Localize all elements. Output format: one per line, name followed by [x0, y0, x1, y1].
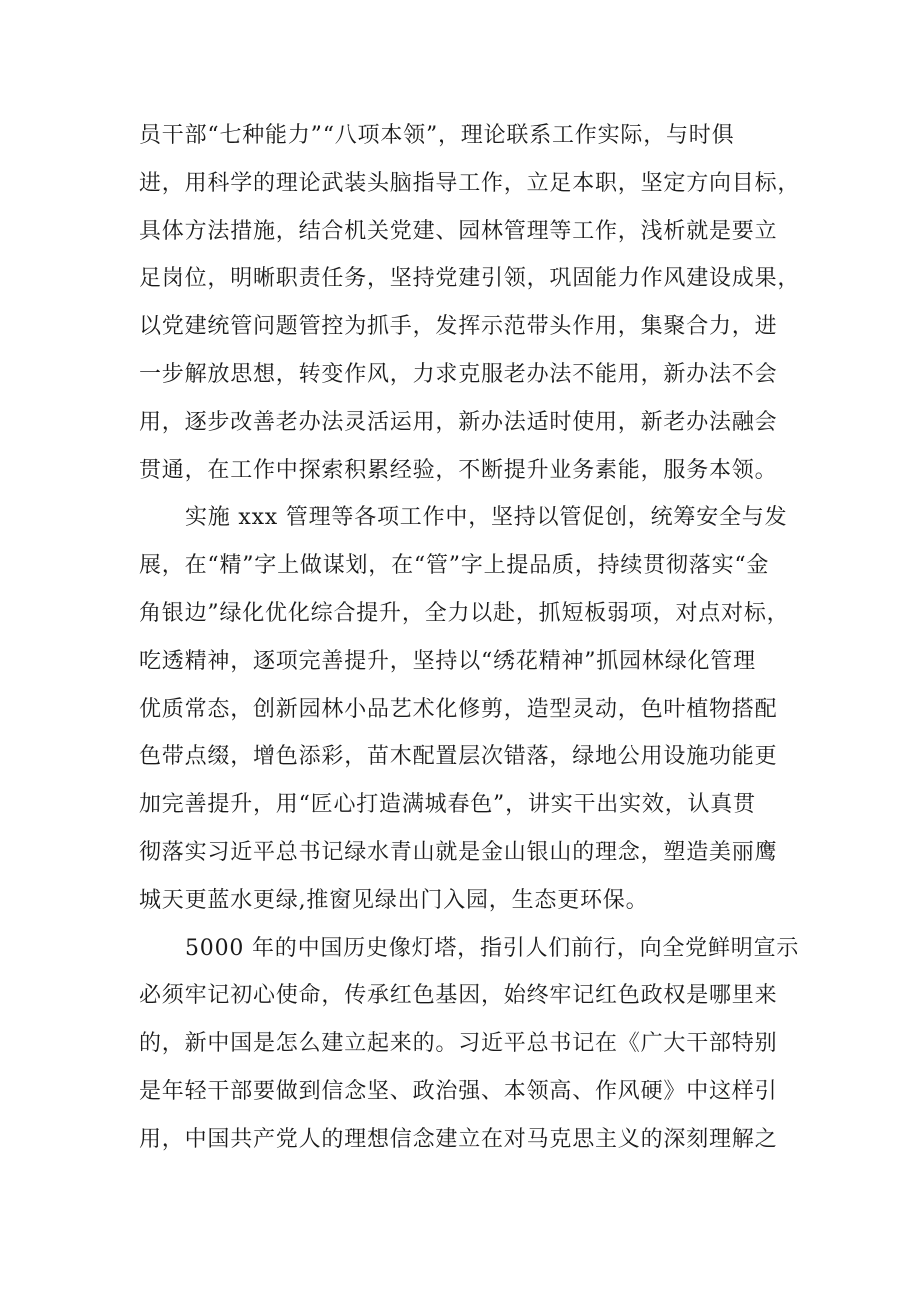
- paragraph-3: [139, 925, 799, 1164]
- text-line: 5000 年的中国历史像灯塔，指引人们前行，向全党鲜明宣示: [185, 935, 800, 961]
- text-line: 展，在“精”字上做谋划，在“管”字上提品质，持续贯彻落实“金: [139, 553, 770, 579]
- text-line: 色带点缀，增色添彩，苗木配置层次错落，绿地公用设施功能更: [139, 744, 778, 770]
- text-line: 具体方法措施，结合机关党建、园林管理等工作，浅析就是要立: [139, 218, 778, 244]
- text-line: 以党建统管问题管控为抓手，发挥示范带头作用，集聚合力，进: [139, 314, 778, 340]
- document-body: [139, 112, 799, 1164]
- text-line: 角银边”绿化优化综合提升，全力以赴，抓短板弱项，对点对标，: [139, 600, 790, 626]
- text-line: 一步解放思想，转变作风，力求克服老办法不能用，新办法不会: [139, 361, 778, 387]
- text-line: 员干部“七种能力”“八项本领”，理论联系工作实际，与时俱: [139, 123, 735, 148]
- text-line: 加完善提升，用“匠心打造满城春色”，讲实干出实效，认真贯: [139, 792, 756, 818]
- text-line: 彻落实习近平总书记绿水青山就是金山银山的理念，塑造美丽鹰: [139, 839, 778, 865]
- paragraph-1: [139, 112, 799, 494]
- text-line: 必须牢记初心使命，传承红色基因，始终牢记红色政权是哪里来: [139, 983, 778, 1009]
- text-line: 优质常态，创新园林小品艺术化修剪，造型灵动，色叶植物搭配: [139, 696, 778, 722]
- text-line: 吃透精神，逐项完善提升，坚持以“绣花精神”抓园林绿化管理: [139, 648, 756, 674]
- paragraph-2: [139, 494, 799, 924]
- text-line: 城天更蓝水更绿,推窗见绿出门入园，生态更环保。: [139, 887, 649, 913]
- text-line: 进，用科学的理论武装头脑指导工作，立足本职，坚定方向目标，: [139, 170, 801, 196]
- text-line: 足岗位，明晰职责任务，坚持党建引领，巩固能力作风建设成果，: [139, 266, 801, 292]
- text-line: 用，逐步改善老办法灵活运用，新办法适时使用，新老办法融会: [139, 409, 778, 435]
- text-line: 是年轻干部要做到信念坚、政治强、本领高、作风硬》中这样引: [139, 1078, 778, 1104]
- text-line: 实施 xxx 管理等各项工作中，坚持以管促创，统筹安全与发: [185, 505, 788, 531]
- text-line: 用，中国共产党人的理想信念建立在对马克思主义的深刻理解之: [139, 1126, 778, 1152]
- text-line: 贯通，在工作中探索积累经验，不断提升业务素能，服务本领。: [139, 457, 778, 483]
- text-line: 的，新中国是怎么建立起来的。习近平总书记在《广大干部特别: [139, 1031, 778, 1057]
